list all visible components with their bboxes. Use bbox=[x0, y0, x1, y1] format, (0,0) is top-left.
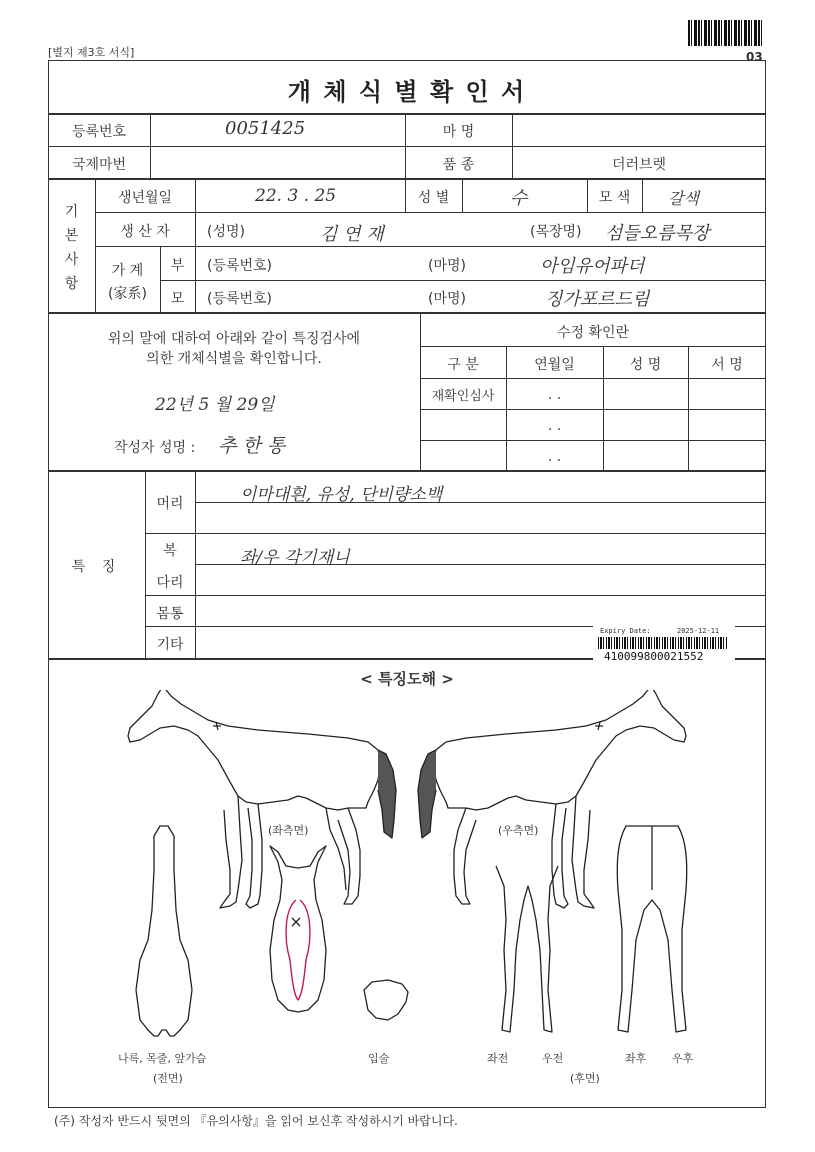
statement-line1: 위의 말에 대하여 아래와 같이 특징검사에 bbox=[107, 331, 361, 347]
sire-name-label: (마명) bbox=[428, 258, 466, 274]
sire-reg-label: (등록번호) bbox=[207, 258, 273, 274]
lips-caption: 입술 bbox=[368, 1052, 390, 1065]
torso-label: 몸통 bbox=[156, 606, 184, 622]
sire-label: 부 bbox=[170, 258, 185, 274]
head-value: 이마대흰, 유성, 단비량소백 bbox=[240, 485, 443, 505]
amend-row-date: . . bbox=[547, 449, 562, 465]
page-number: 03 bbox=[746, 50, 763, 64]
barcode-number: 410099800021552 bbox=[604, 650, 704, 663]
footer-note: (주) 작성자 반드시 뒷면의 『유의사항』을 읽어 보신후 작성하시기 바랍니다. bbox=[54, 1114, 458, 1128]
front-legs-view bbox=[496, 866, 558, 1032]
form-label: [별지 제3호 서식] bbox=[48, 46, 135, 59]
barcode-sticker bbox=[593, 625, 735, 665]
left-side-label: (좌측면) bbox=[268, 824, 309, 837]
breed-label: 품 종 bbox=[442, 157, 475, 173]
author-label: 작성자 성명 : bbox=[114, 440, 196, 456]
amend-title: 수정 확인란 bbox=[556, 325, 630, 341]
lips-view bbox=[364, 980, 408, 1020]
front-caption: (전면) bbox=[153, 1072, 183, 1085]
horse-name-label: 마 명 bbox=[442, 124, 475, 140]
body-value: 좌/우 각기재니 bbox=[240, 548, 350, 568]
legs-label: 다리 bbox=[156, 575, 184, 591]
neck-top-view bbox=[136, 826, 192, 1036]
neck-caption: 나륵, 목줄, 앞가슴 bbox=[118, 1052, 207, 1065]
right-side-label: (우측면) bbox=[498, 824, 539, 837]
basic-section-label: 기 본 사 항 bbox=[64, 204, 79, 292]
dam-name-label: (마명) bbox=[428, 291, 466, 307]
amend-header-kind: 구 분 bbox=[447, 357, 479, 373]
right-front-label: 우전 bbox=[542, 1052, 564, 1065]
sex-value: 수 bbox=[510, 188, 528, 209]
left-side-horse bbox=[128, 690, 381, 810]
farm-value: 섬들오름목장 bbox=[605, 223, 710, 244]
confirmation-date: 22년 5 월 29일 bbox=[155, 395, 275, 415]
registration-value: 0051425 bbox=[225, 118, 306, 139]
birth-label: 생년월일 bbox=[117, 190, 173, 206]
horse-diagram bbox=[48, 690, 766, 1090]
birth-value: 22. 3 . 25 bbox=[255, 186, 337, 206]
color-value: 갈색 bbox=[668, 189, 699, 208]
barcode-bars bbox=[598, 637, 728, 649]
amend-header-name: 성 명 bbox=[629, 357, 662, 373]
intl-label: 국제마번 bbox=[71, 157, 127, 173]
breeder-name-label: (성명) bbox=[207, 224, 245, 240]
body-label: 복 bbox=[163, 543, 177, 559]
farm-label: (목장명) bbox=[530, 224, 582, 240]
amend-row-date: . . bbox=[547, 387, 562, 403]
top-barcode bbox=[688, 20, 764, 46]
dam-reg-label: (등록번호) bbox=[207, 291, 273, 307]
rear-caption: (후면) bbox=[570, 1072, 600, 1085]
amend-header-sign: 서 명 bbox=[711, 357, 743, 373]
diagram-title: < 특징도해 > bbox=[360, 670, 454, 688]
statement-line2: 의한 개체식별을 확인합니다. bbox=[146, 351, 322, 367]
author-value: 추 한 통 bbox=[218, 435, 286, 457]
lineage-label: 가 계 bbox=[111, 263, 144, 279]
breeder-name-value: 김 연 재 bbox=[320, 224, 384, 245]
lineage-hanja: (家系) bbox=[108, 286, 147, 302]
features-section-label: 특 징 bbox=[71, 559, 122, 575]
left-rear-label: 좌후 bbox=[625, 1052, 647, 1065]
sex-label: 성 별 bbox=[417, 190, 450, 206]
head-label: 머리 bbox=[156, 496, 184, 512]
breed-value: 더러브렛 bbox=[611, 157, 667, 173]
registration-label: 등록번호 bbox=[71, 124, 127, 140]
left-front-label: 좌전 bbox=[487, 1052, 509, 1065]
right-rear-label: 우후 bbox=[672, 1052, 694, 1065]
expiry-value: 2025-12-11 bbox=[677, 627, 720, 635]
amend-header-date: 연월일 bbox=[534, 357, 575, 373]
sire-name-value: 아임유어파더 bbox=[540, 256, 645, 277]
other-label: 기타 bbox=[156, 637, 184, 653]
amend-row-kind: 재확인심사 bbox=[431, 389, 495, 404]
amend-row-date: . . bbox=[547, 418, 562, 434]
page-title: 개 체 식 별 확 인 서 bbox=[287, 78, 527, 106]
right-side-horse bbox=[433, 690, 686, 810]
dam-label: 모 bbox=[170, 291, 185, 307]
expiry-label: Expiry Date: bbox=[600, 627, 651, 635]
breeder-label: 생 산 자 bbox=[120, 224, 170, 240]
dam-name-value: 징가포르드림 bbox=[545, 289, 650, 310]
front-head bbox=[270, 846, 326, 1012]
color-label: 모 색 bbox=[598, 190, 631, 206]
